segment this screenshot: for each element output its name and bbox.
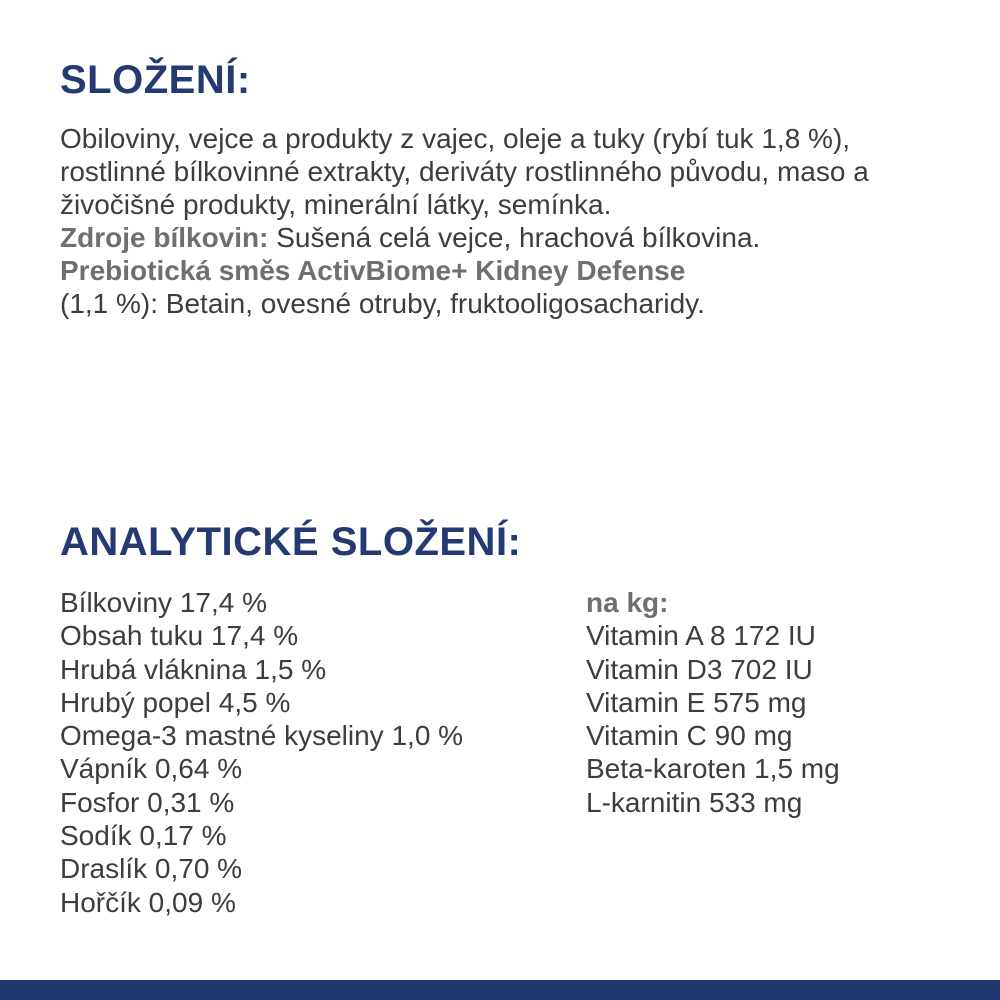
nutrient-item: Sodík 0,17 %	[60, 820, 227, 852]
composition-section	[60, 122, 940, 320]
analytical-heading: ANALYTICKÉ SLOŽENÍ:	[60, 520, 522, 564]
protein-sources-line	[60, 221, 940, 254]
nutrient-item: Fosfor 0,31 %	[60, 786, 235, 818]
vitamin-item: Beta-karoten 1,5 mg	[586, 753, 840, 785]
prebiotic-label: Prebiotická směs ActivBiome+ Kidney Defense	[60, 255, 686, 286]
protein-sources-label: Zdroje bílkovin:	[60, 222, 269, 253]
bottom-bar	[0, 980, 1000, 1000]
nutrient-item: Bílkoviny 17,4 %	[60, 587, 267, 618]
nutrient-item: Obsah tuku 17,4 %	[60, 620, 299, 652]
nutrient-list	[60, 586, 463, 919]
nutrient-item: Vápník 0,64 %	[60, 753, 243, 785]
vitamin-item: Vitamin A 8 172 IU	[586, 620, 816, 652]
vitamin-item: Vitamin C 90 mg	[586, 720, 793, 752]
vitamin-item: Vitamin E 575 mg	[586, 686, 807, 718]
per-kg-label: na kg:	[586, 587, 669, 618]
nutrient-item: Hrubý popel 4,5 %	[60, 686, 291, 718]
composition-heading: SLOŽENÍ:	[60, 58, 251, 102]
protein-sources-text: Sušená celá vejce, hrachová bílkovina.	[268, 222, 761, 253]
vitamin-list	[586, 586, 840, 819]
vitamin-item: L-karnitin 533 mg	[586, 786, 803, 818]
nutrient-item: Draslík 0,70 %	[60, 853, 243, 885]
nutrient-item: Hořčík 0,09 %	[60, 886, 236, 918]
nutrient-item: Omega-3 mastné kyseliny 1,0 %	[60, 720, 464, 752]
prebiotic-text: (1,1 %): Betain, ovesné otruby, fruktooligosacharidy.	[60, 288, 705, 319]
nutrient-item: Hrubá vláknina 1,5 %	[60, 653, 327, 685]
ingredients-text: Obiloviny, vejce a produkty z vajec, oleje a tuky (rybí tuk 1,8 %), rostlinné bílkovinné extrakty, deriváty rostlinného původu, maso a živočišné produkty, minerální látky, semínka.	[60, 123, 869, 220]
vitamin-item: Vitamin D3 702 IU	[586, 653, 813, 685]
